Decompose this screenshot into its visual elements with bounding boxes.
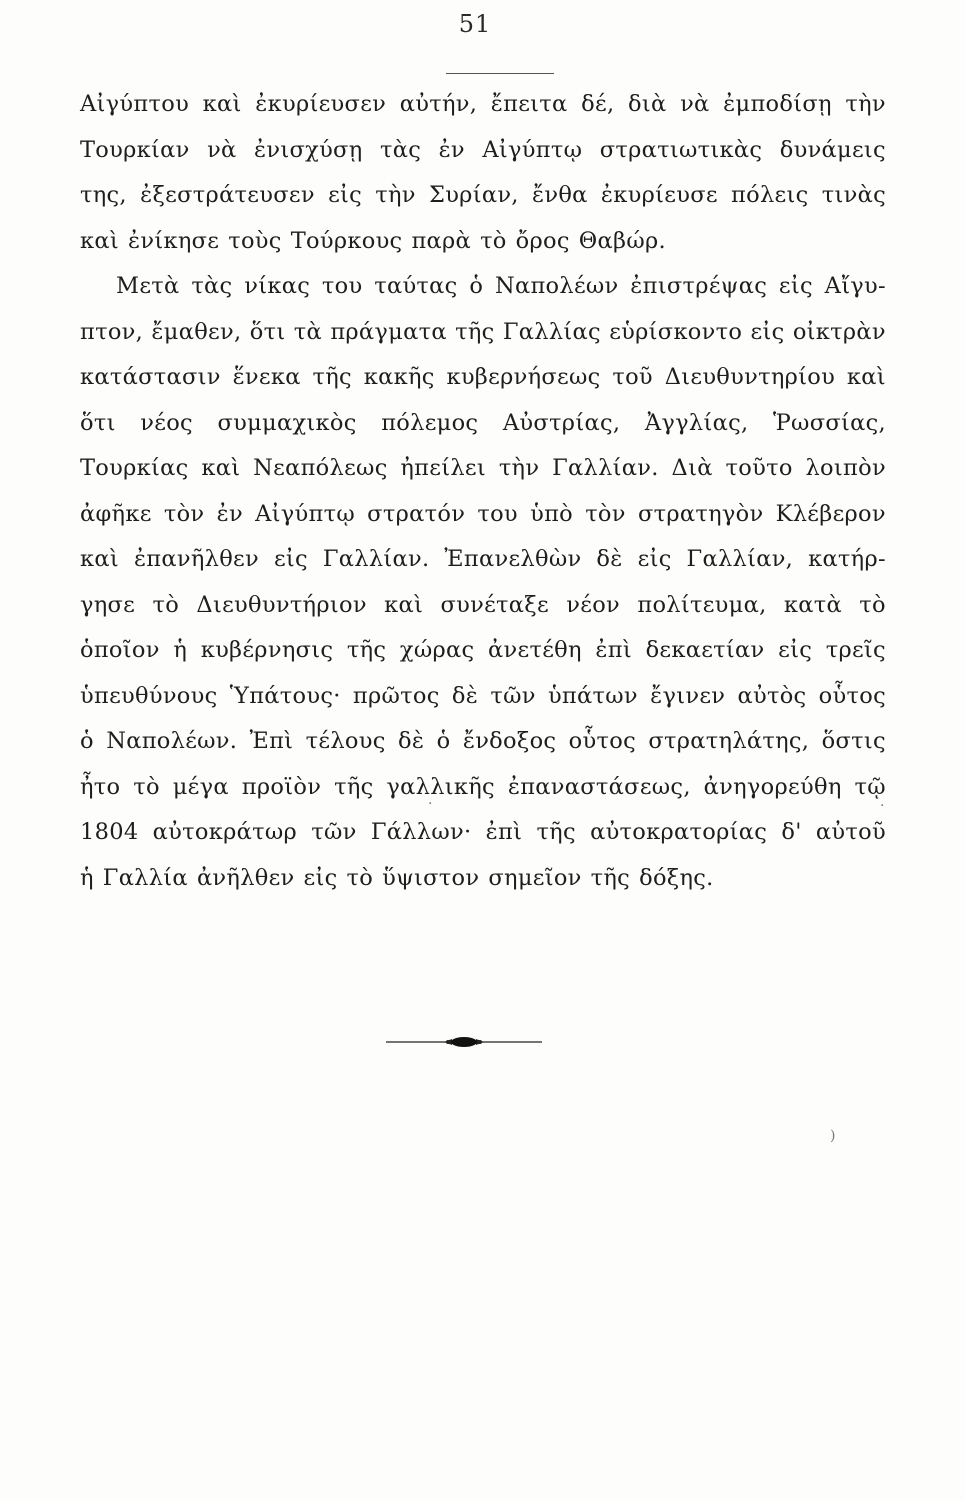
- word: ἀφῆκε: [80, 500, 152, 527]
- word: ὕψιστον: [382, 864, 480, 891]
- word: ἔγινεν: [650, 682, 726, 709]
- word: νέον: [566, 591, 621, 618]
- word: Ῥωσσίας,: [772, 409, 886, 436]
- word: Αἰγύπτου: [80, 91, 190, 117]
- word: στρατηγὸν: [637, 500, 764, 527]
- word: τῆς: [536, 819, 576, 845]
- word: μέγα: [172, 773, 229, 800]
- word: καὶ: [80, 227, 119, 254]
- word: νέος: [140, 409, 193, 436]
- word: αὐτὸς: [737, 682, 807, 709]
- word: Νεαπόλεως: [253, 455, 388, 481]
- word: αὐτοκράτωρ: [152, 819, 298, 845]
- word: ἕνεκα: [232, 364, 301, 390]
- word: Ἐπανελθὼν: [444, 546, 582, 572]
- text-line: [80, 492, 886, 538]
- text-line: [80, 856, 886, 902]
- word: τῶν: [490, 682, 536, 709]
- word: τὰς: [191, 273, 233, 299]
- word: ἐξεστράτευσεν: [140, 182, 315, 208]
- word: τὸ: [859, 591, 886, 618]
- word: ἐπὶ: [485, 819, 523, 845]
- word: Αἰγύπτῳ: [482, 136, 583, 163]
- word: ὅτι: [80, 409, 116, 436]
- word: ἀνηγορεύθη: [703, 773, 842, 800]
- word: στρατηλάτης,: [648, 728, 810, 754]
- word: γαλλικῆς: [386, 773, 495, 800]
- word: αὐτοῦ: [815, 819, 886, 845]
- word: Τούρκους: [290, 227, 403, 254]
- word: δὲ: [451, 682, 479, 709]
- word: δεκαετίαν: [645, 637, 765, 663]
- word: Αὐστρίας,: [502, 409, 621, 436]
- word: κυβερνήσεως: [446, 364, 601, 390]
- word: πράγματα: [330, 318, 447, 345]
- word: πτον,: [80, 318, 144, 345]
- word: ἦτο: [80, 773, 121, 800]
- word: τέλους: [305, 728, 386, 754]
- word: στρατιωτικὰς: [599, 136, 763, 163]
- word: λοιπὸν: [805, 455, 886, 481]
- text-line: [80, 719, 886, 765]
- word: εἰς: [778, 637, 813, 663]
- word: πόλεις: [731, 182, 809, 208]
- word: οἰκτρὰν: [792, 318, 886, 345]
- word: κατήρ-: [808, 546, 886, 572]
- text-line: [80, 128, 886, 174]
- word: ἐνισχύσῃ: [254, 136, 363, 163]
- word: καὶ: [384, 591, 424, 618]
- word: τινὰς: [821, 182, 886, 208]
- word: τὸ: [346, 864, 374, 891]
- word: τὰ: [293, 318, 323, 345]
- word: τὸν: [163, 500, 205, 527]
- word: κατὰ: [783, 591, 842, 618]
- word: πρῶτος: [352, 682, 440, 709]
- word: νίκας: [244, 273, 311, 299]
- word: Γαλλίαν,: [686, 546, 794, 572]
- word: τοῦ: [612, 364, 653, 390]
- word: ἡ: [173, 637, 188, 663]
- page-number: 51: [458, 10, 492, 38]
- word: ἐνίκησε: [127, 227, 220, 254]
- word: οὗτος: [568, 728, 636, 754]
- word: προϊὸν: [241, 773, 322, 800]
- word: ἐν: [216, 500, 243, 527]
- word: κακῆς: [363, 364, 435, 390]
- word: τῆς: [455, 318, 495, 345]
- word: χώρας: [399, 637, 475, 663]
- text-line: [80, 401, 886, 447]
- word: δέ,: [581, 91, 615, 117]
- word: δὲ: [398, 728, 425, 754]
- word: Διὰ: [671, 455, 713, 481]
- header-rule: [446, 73, 554, 74]
- word: αὐτοκρατορίας: [590, 819, 768, 845]
- word: 1804: [80, 819, 139, 845]
- text-line: [80, 765, 886, 811]
- word: εἰς: [328, 182, 363, 208]
- word: του: [477, 500, 518, 527]
- word: τὴν: [845, 91, 886, 117]
- word: τὸ: [152, 591, 180, 618]
- word: ὁ: [469, 273, 484, 299]
- word: Ὑπάτους·: [229, 682, 341, 709]
- word: ἐπανῆλθεν: [133, 546, 259, 572]
- word: καὶ: [846, 364, 886, 390]
- word: ὑπὸ: [530, 500, 574, 527]
- word: τῆς: [346, 637, 387, 663]
- word: ἔπειτα: [490, 91, 568, 117]
- word: Ναπολέων: [494, 273, 619, 299]
- word: εἰς: [273, 546, 308, 572]
- word: καὶ: [202, 91, 242, 117]
- word: Κλέβερον: [775, 500, 886, 527]
- word: ἀνῆλθεν: [196, 864, 295, 891]
- text-line: [80, 355, 886, 401]
- word: ἐπαναστάσεως,: [507, 773, 691, 800]
- word: ἔμαθεν,: [151, 318, 242, 345]
- word: ὄρος: [515, 227, 570, 254]
- text-line: [80, 264, 886, 310]
- word: ἐν: [438, 136, 465, 163]
- word: εἰς: [303, 864, 338, 891]
- word: Ναπολέων.: [106, 728, 238, 754]
- word: τὰς: [379, 136, 422, 163]
- word: σημεῖον: [488, 864, 582, 891]
- word: ἐμποδίσῃ: [723, 91, 832, 117]
- word: ἡ: [80, 864, 94, 891]
- word: τῷ: [854, 773, 886, 800]
- word: συνέταξε: [440, 591, 549, 618]
- text-line: [80, 810, 886, 856]
- text-line: [80, 537, 886, 583]
- word: ὅστις: [821, 728, 886, 754]
- word: Ἀγγλίας,: [644, 409, 749, 436]
- word: τὸ: [480, 227, 507, 254]
- word: τὸν: [585, 500, 626, 527]
- word: εἰς: [637, 546, 672, 572]
- word: Τουρκίας: [80, 455, 189, 481]
- word: ὅτι: [249, 318, 286, 345]
- word: εἰς: [750, 318, 785, 345]
- word: συμμαχικὸς: [217, 409, 357, 436]
- word: Γαλλίας: [502, 318, 601, 345]
- ink-speck: ·: [880, 798, 885, 814]
- word: Αἰγύπτῳ: [255, 500, 355, 527]
- word: ἐπὶ: [595, 637, 632, 663]
- word: Γάλλων·: [370, 819, 472, 845]
- word: ὁ: [436, 728, 451, 754]
- word: ἐπιστρέψας: [630, 273, 768, 299]
- word: δόξης.: [639, 864, 714, 891]
- word: νὰ: [207, 136, 237, 163]
- word: τοὺς: [228, 227, 282, 254]
- word: εἰς: [778, 273, 813, 299]
- word: πολίτευμα,: [637, 591, 767, 618]
- word: Γαλλία: [102, 864, 188, 891]
- word: τὴν: [375, 182, 416, 208]
- word: παρὰ: [411, 227, 472, 254]
- word: τῆς: [334, 773, 374, 800]
- body-text: [80, 82, 886, 901]
- text-line: [80, 446, 886, 492]
- word: Μετὰ: [116, 273, 180, 299]
- word: Γαλλίαν.: [552, 455, 659, 481]
- word: ἠπείλει: [400, 455, 486, 481]
- word: τῆς: [590, 864, 631, 891]
- word: τῆς: [312, 364, 352, 390]
- word: καὶ: [201, 455, 241, 481]
- word: του: [321, 273, 363, 299]
- word: ὁ: [80, 728, 94, 754]
- word: δὲ: [596, 546, 623, 572]
- word: Διευθυντήριον: [196, 591, 367, 618]
- word: κατάστασιν: [80, 364, 221, 390]
- word: οὗτος: [818, 682, 886, 709]
- word: δ': [781, 819, 802, 845]
- word: αὐτήν,: [399, 91, 478, 117]
- word: ὑπάτων: [547, 682, 638, 709]
- word: στρατόν: [367, 500, 466, 527]
- word: ἀνετέθη: [488, 637, 582, 663]
- word: τῶν: [311, 819, 357, 845]
- word: κυβέρνησις: [200, 637, 334, 663]
- word: διὰ: [628, 91, 667, 117]
- word: Διευθυντηρίου: [664, 364, 836, 390]
- text-line: [80, 628, 886, 674]
- word: δυνάμεις: [779, 136, 886, 163]
- word: πόλεμος: [381, 409, 479, 436]
- word: Τουρκίαν: [80, 136, 190, 163]
- text-line: [80, 583, 886, 629]
- word: τὸ: [133, 773, 160, 800]
- word: ὑπευθύνους: [80, 682, 218, 709]
- word: Συρίαν,: [429, 182, 519, 208]
- word: Αἴγυ-: [824, 273, 886, 299]
- text-line: [80, 82, 886, 128]
- word: καὶ: [80, 546, 119, 572]
- word: της,: [80, 182, 127, 208]
- section-end-ornament: [386, 1030, 542, 1054]
- text-line: [80, 173, 886, 219]
- word: εὑρίσκοντο: [609, 318, 743, 345]
- word: Γαλλίαν.: [322, 546, 430, 572]
- text-line: [80, 310, 886, 356]
- word: νὰ: [680, 91, 710, 117]
- word: ἔνδοξος: [462, 728, 557, 754]
- ink-speck: ): [830, 1128, 836, 1144]
- ink-speck: ·: [428, 796, 433, 812]
- word: γησε: [80, 591, 136, 618]
- word: τρεῖς: [825, 637, 886, 663]
- text-line: [80, 219, 886, 265]
- word: ἐκυρίευσε: [600, 182, 718, 208]
- word: Ἐπὶ: [249, 728, 294, 754]
- word: ἔνθα: [531, 182, 588, 208]
- word: ἐκυρίευσεν: [255, 91, 387, 117]
- word: ὁποῖον: [80, 637, 160, 663]
- text-line: [80, 674, 886, 720]
- word: τὴν: [498, 455, 540, 481]
- word: ταύτας: [374, 273, 458, 299]
- word: τοῦτο: [725, 455, 793, 481]
- word: Θαβώρ.: [578, 227, 666, 254]
